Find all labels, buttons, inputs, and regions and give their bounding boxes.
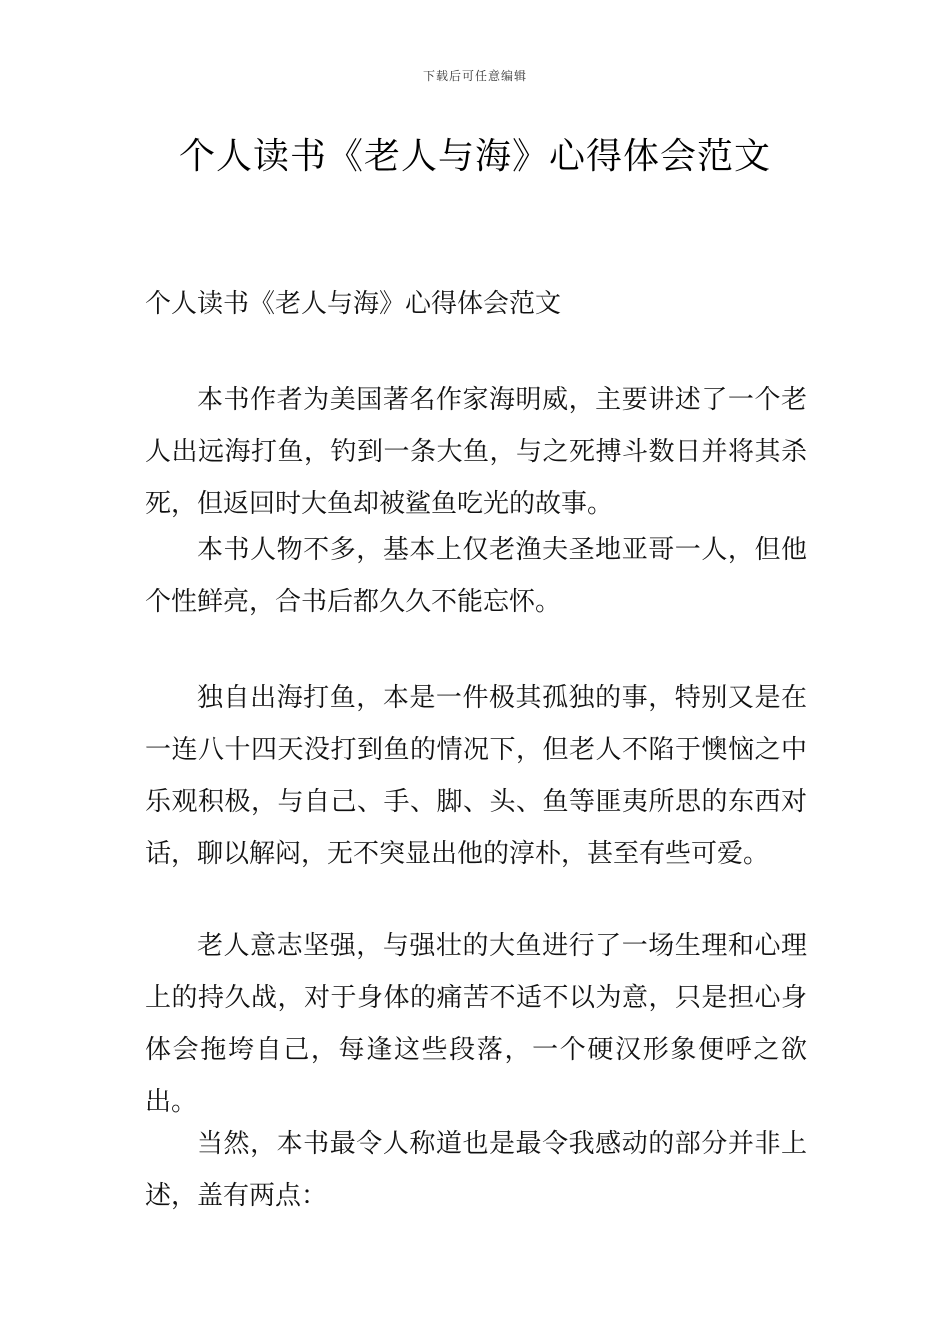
- paragraph-4: 老人意志坚强，与强壮的大鱼进行了一场生理和心理上的持久战，对于身体的痛苦不适不以为意，只是担心身体会拖垮自己，每逢这些段落，一个硬汉形象便呼之欲出。: [145, 931, 807, 1117]
- paragraph-2: 本书人物不多，基本上仅老渔夫圣地亚哥一人，但他个性鲜亮，合书后都久久不能忘怀。: [145, 535, 807, 617]
- document-subtitle: 个人读书《老人与海》心得体会范文: [145, 289, 562, 319]
- paragraph-1: 本书作者为美国著名作家海明威，主要讲述了一个老人出远海打鱼，钓到一条大鱼，与之死搏斗数日并将其杀死，但返回时大鱼却被鲨鱼吃光的故事。: [145, 385, 807, 519]
- document-title: 个人读书《老人与海》心得体会范文: [178, 136, 771, 177]
- paragraph-3: 独自出海打鱼，本是一件极其孤独的事，特别又是在一连八十四天没打到鱼的情况下，但老人不陷于懊恼之中乐观积极，与自己、手、脚、头、鱼等匪夷所思的东西对话，聊以解闷，无不突显出他的淳朴，甚至有些可爱。: [145, 683, 807, 869]
- paragraph-5: 当然，本书最令人称道也是最令我感动的部分并非上述，盖有两点：: [145, 1129, 807, 1211]
- header-note: 下载后可任意编辑: [422, 69, 527, 83]
